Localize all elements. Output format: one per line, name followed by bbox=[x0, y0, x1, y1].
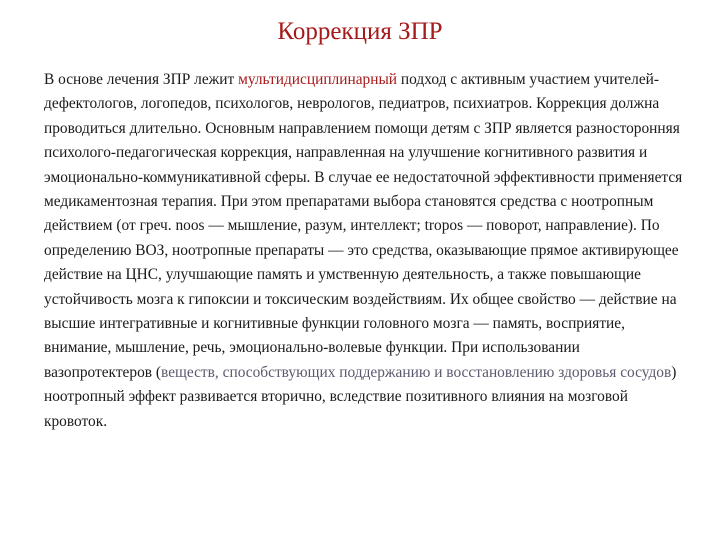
slide-title: Коррекция ЗПР bbox=[277, 18, 443, 45]
highlighted-term: мультидисциплинарный bbox=[238, 71, 398, 88]
paragraph-text-part-1: В основе лечения ЗПР лежит bbox=[44, 71, 239, 88]
vasoprotector-definition: веществ, способствующих поддержанию и восстановлению здоровья сосудов bbox=[161, 363, 672, 381]
paragraph-text-part-3: ) ноотропный эффект развивается вторично, вследствие позитивного влияния на мозговой кровоток. bbox=[44, 363, 677, 430]
slide-body-paragraph bbox=[44, 68, 686, 434]
paragraph-text-part-2: подход с активным участием учителей-дефектологов, логопедов, психологов, неврологов, педиатров, психиатров. Коррекция должна проводиться длительно. Основным направлением помощи детям с ЗПР является разносторонняя психолого-педагогическая коррекция, направленная на улучшение когнитивного развития и эмоционально-коммуникативной сферы. В случае ее недостаточной эффективности применяется медикаментозная терапия. При этом препаратами выбора становятся средства с ноотропным действием (от греч. noos — мышление, разум, интеллект; tropos — поворот, направление). По определению ВОЗ, ноотропные препараты — это средства, оказывающие прямое активирующее действие на ЦНС, улучшающие память и умственную деятельность, а также повышающие устойчивость мозга к гипоксии и токсическим воздействиям. Их общее свойство — действие на высшие интегративные и когнитивные функции головного мозга — память, восприятие, внимание, мышление, речь, эмоционально-волевые функции. При использовании вазопротектеров ( bbox=[44, 71, 683, 381]
